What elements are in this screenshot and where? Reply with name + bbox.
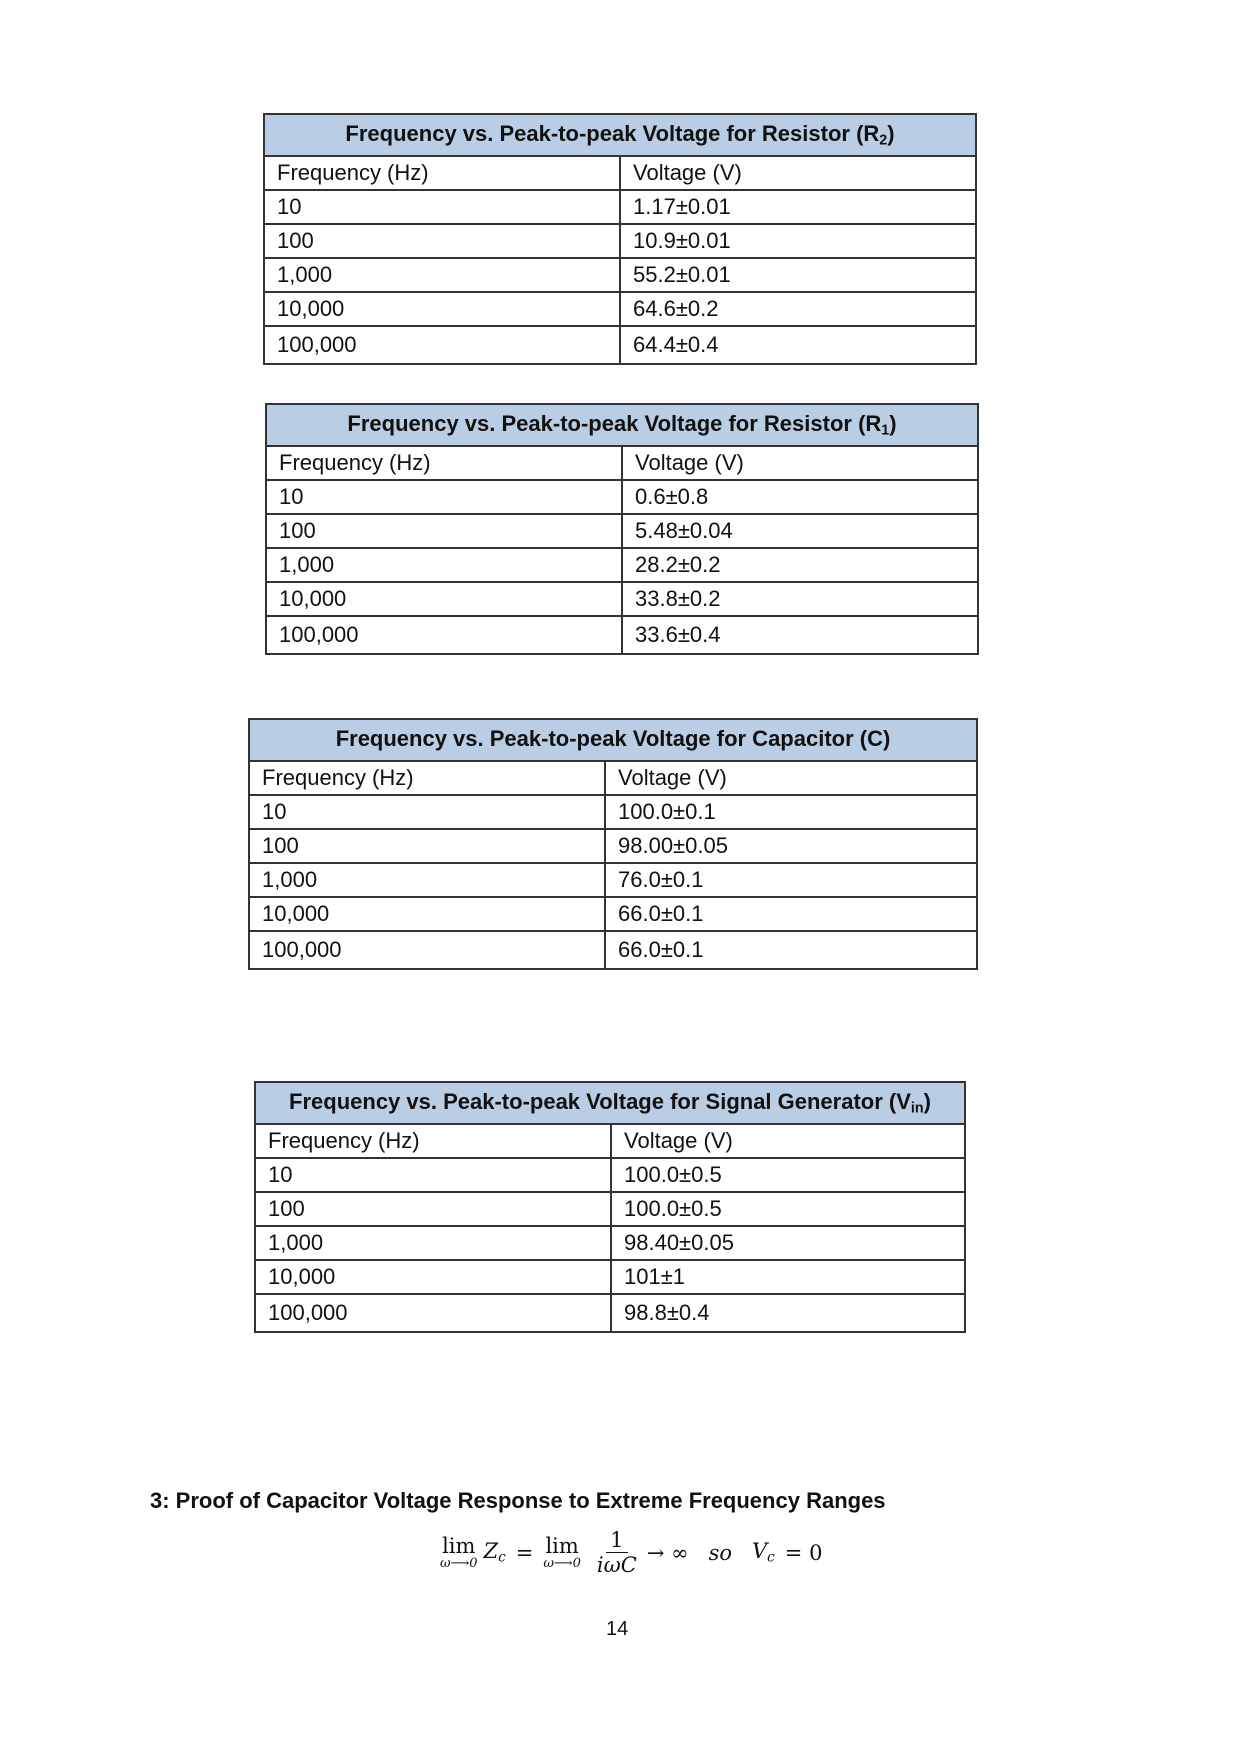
limit-operator: lim ω⟶0 <box>440 1534 478 1571</box>
table-capacitor <box>248 718 978 970</box>
frequency-cell: 10 <box>255 1158 611 1192</box>
voltage-cell: 55.2±0.01 <box>620 258 976 292</box>
table-title: Frequency vs. Peak-to-peak Voltage for Resistor $(R_2)$ <box>264 114 976 156</box>
so-word: so <box>708 1540 732 1565</box>
voltage-cell: 5.48±0.04 <box>622 514 978 548</box>
voltage-cell: 0.6±0.8 <box>622 480 978 514</box>
voltage-cell: 33.8±0.2 <box>622 582 978 616</box>
frequency-cell: 1,000 <box>266 548 622 582</box>
table-row <box>266 480 978 514</box>
frequency-cell: 10,000 <box>266 582 622 616</box>
frequency-cell: 100 <box>264 224 620 258</box>
column-header-voltage: Voltage (V) <box>620 156 976 190</box>
table-header-row <box>255 1124 965 1158</box>
frequency-cell: 10,000 <box>249 897 605 931</box>
voltage-cell: 98.8±0.4 <box>611 1294 965 1332</box>
table-row <box>255 1158 965 1192</box>
frequency-cell: 100,000 <box>255 1294 611 1332</box>
table-row <box>264 292 976 326</box>
table-resistor-r2 <box>263 113 977 365</box>
table-title: Frequency vs. Peak-to-peak Voltage for Resistor $(R_1)$ <box>266 404 978 446</box>
frequency-cell: 100,000 <box>264 326 620 364</box>
voltage-cell: 66.0±0.1 <box>605 931 977 969</box>
column-header-voltage: Voltage (V) <box>622 446 978 480</box>
voltage-cell: 33.6±0.4 <box>622 616 978 654</box>
voltage-cell: 98.00±0.05 <box>605 829 977 863</box>
table-header-row <box>264 156 976 190</box>
column-header-voltage: Voltage (V) <box>605 761 977 795</box>
table-row <box>249 897 977 931</box>
table-row <box>266 582 978 616</box>
frequency-cell: 10 <box>249 795 605 829</box>
frequency-cell: 100 <box>266 514 622 548</box>
equals-sign: = <box>515 1540 534 1565</box>
voltage-cell: 100.0±0.1 <box>605 795 977 829</box>
capacitor-voltage-symbol: $V_c$ <box>751 1539 775 1566</box>
table-row <box>264 190 976 224</box>
fraction-denominator: iωC <box>596 1553 637 1577</box>
column-header-frequency: Frequency (Hz) <box>264 156 620 190</box>
fraction <box>593 1528 641 1577</box>
frequency-cell: 10,000 <box>264 292 620 326</box>
frequency-cell: 100,000 <box>266 616 622 654</box>
column-header-frequency: Frequency (Hz) <box>255 1124 611 1158</box>
table-row <box>249 931 977 969</box>
table-header-row <box>249 761 977 795</box>
table-row <box>255 1226 965 1260</box>
voltage-cell: 100.0±0.5 <box>611 1192 965 1226</box>
fraction-numerator: 1 <box>606 1528 627 1553</box>
frequency-cell: 1,000 <box>255 1226 611 1260</box>
column-header-voltage: Voltage (V) <box>611 1124 965 1158</box>
table-row <box>264 326 976 364</box>
frequency-cell: 10 <box>264 190 620 224</box>
table-row <box>264 224 976 258</box>
limit-operator: lim ω⟶0 <box>543 1534 581 1571</box>
voltage-cell: 1.17±0.01 <box>620 190 976 224</box>
table-row <box>264 258 976 292</box>
table-row <box>255 1294 965 1332</box>
voltage-cell: 76.0±0.1 <box>605 863 977 897</box>
section-heading: 3: Proof of Capacitor Voltage Response to Extreme Frequency Ranges <box>150 1488 886 1513</box>
table-title: Frequency vs. Peak-to-peak Voltage for Capacitor (C) <box>249 719 977 761</box>
frequency-cell: 10,000 <box>255 1260 611 1294</box>
equals-zero: = 0 <box>784 1540 823 1565</box>
table-signal-generator <box>254 1081 966 1333</box>
capacitor-limit-equation <box>440 1528 822 1577</box>
page-number: 14 <box>606 1618 629 1640</box>
voltage-cell: 101±1 <box>611 1260 965 1294</box>
frequency-cell: 1,000 <box>264 258 620 292</box>
impedance-symbol: $Z_c$ <box>483 1539 506 1566</box>
frequency-cell: 100,000 <box>249 931 605 969</box>
table-row <box>249 863 977 897</box>
frequency-cell: 10 <box>266 480 622 514</box>
tends-to-infinity: → ∞ <box>646 1540 689 1565</box>
column-header-frequency: Frequency (Hz) <box>266 446 622 480</box>
column-header-frequency: Frequency (Hz) <box>249 761 605 795</box>
frequency-cell: 100 <box>249 829 605 863</box>
voltage-cell: 64.6±0.2 <box>620 292 976 326</box>
table-row <box>249 795 977 829</box>
table-row <box>255 1192 965 1226</box>
voltage-cell: 28.2±0.2 <box>622 548 978 582</box>
table-header-row <box>266 446 978 480</box>
table-row <box>266 514 978 548</box>
voltage-cell: 66.0±0.1 <box>605 897 977 931</box>
voltage-cell: 64.4±0.4 <box>620 326 976 364</box>
frequency-cell: 1,000 <box>249 863 605 897</box>
table-row <box>255 1260 965 1294</box>
voltage-cell: 100.0±0.5 <box>611 1158 965 1192</box>
voltage-cell: 10.9±0.01 <box>620 224 976 258</box>
table-row <box>266 616 978 654</box>
table-title: Frequency vs. Peak-to-peak Voltage for Signal Generator $(V_{in})$ <box>255 1082 965 1124</box>
frequency-cell: 100 <box>255 1192 611 1226</box>
table-resistor-r1 <box>265 403 979 655</box>
table-row <box>266 548 978 582</box>
voltage-cell: 98.40±0.05 <box>611 1226 965 1260</box>
table-row <box>249 829 977 863</box>
